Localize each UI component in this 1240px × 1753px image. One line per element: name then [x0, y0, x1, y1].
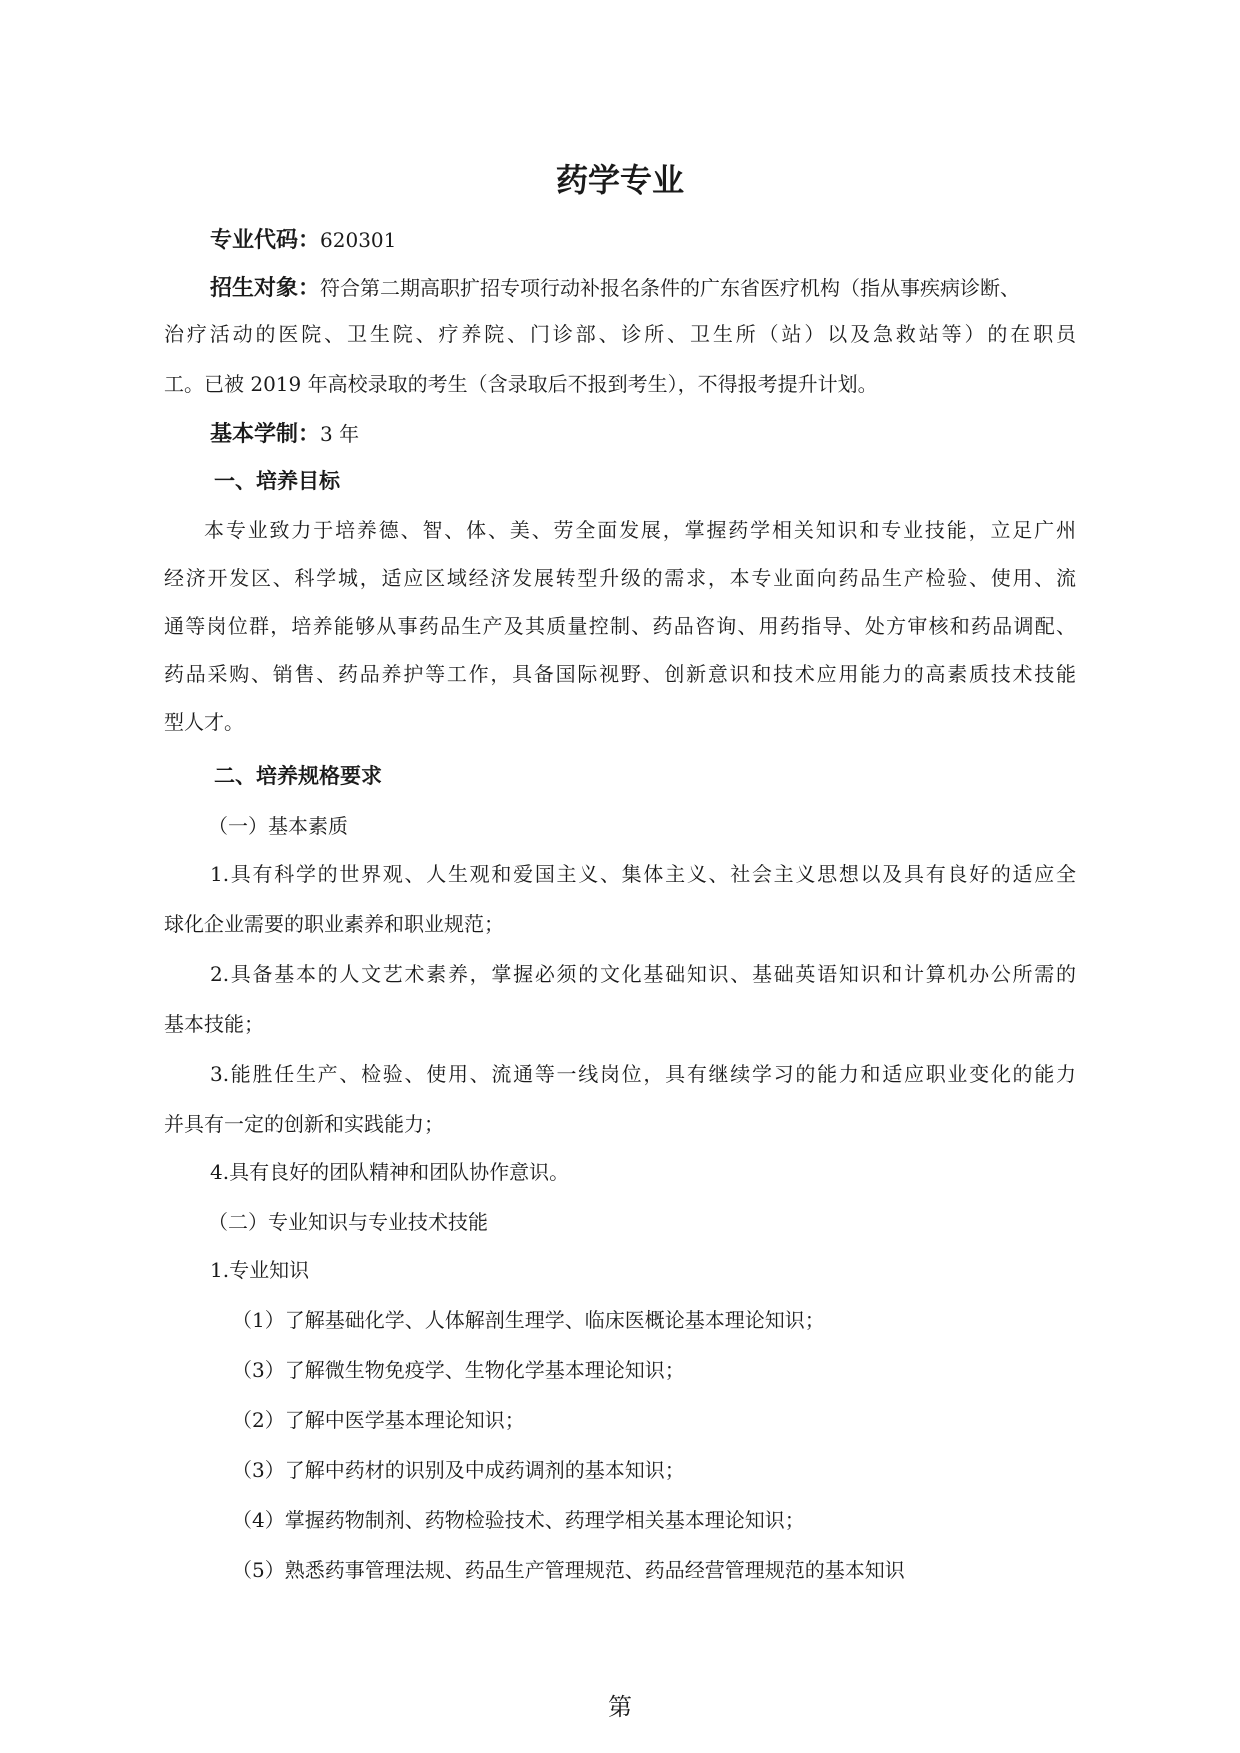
knowledge-item: （1）了解基础化学、人体解剖生理学、临床医概论基本理论知识；	[232, 1308, 825, 1332]
major-code-value: 620301	[320, 228, 397, 252]
quality-2-line-1: 2.具备基本的人文艺术素养，掌握必须的文化基础知识、基础英语知识和计算机办公所需的	[210, 962, 1076, 986]
section-heading-requirements: 二、培养规格要求	[214, 763, 382, 788]
knowledge-item: （3）了解微生物免疫学、生物化学基本理论知识；	[232, 1358, 685, 1382]
goal-line-1: 本专业致力于培养德、智、体、美、劳全面发展，掌握药学相关知识和专业技能，立足广州	[204, 518, 1076, 542]
quality-3-line-2: 并具有一定的创新和实践能力；	[164, 1112, 444, 1136]
knowledge-item: （4）掌握药物制剂、药物检验技术、药理学相关基本理论知识；	[232, 1508, 805, 1532]
section-heading-goals: 一、培养目标	[214, 468, 340, 493]
goal-line-5: 型人才。	[164, 710, 244, 734]
enrollment-label: 招生对象：	[210, 275, 321, 301]
knowledge-title: 1.专业知识	[210, 1258, 310, 1282]
enrollment-line-3: 工。已被 2019 年高校录取的考生（含录取后不报到考生），不得报考提升计划。	[164, 372, 878, 396]
major-code-label: 专业代码：	[210, 227, 321, 253]
enrollment-text-1: 符合第二期高职扩招专项行动补报名条件的广东省医疗机构（指从事疾病诊断、	[320, 276, 1021, 300]
knowledge-item: （2）了解中医学基本理论知识；	[232, 1408, 525, 1432]
quality-3-line-1: 3.能胜任生产、检验、使用、流通等一线岗位，具有继续学习的能力和适应职业变化的能力	[210, 1062, 1076, 1086]
goal-line-4: 药品采购、销售、药品养护等工作，具备国际视野、创新意识和技术应用能力的高素质技术技能	[164, 662, 1076, 686]
quality-1-line-2: 球化企业需要的职业素养和职业规范；	[164, 912, 504, 936]
quality-1-line-1: 1.具有科学的世界观、人生观和爱国主义、集体主义、社会主义思想以及具有良好的适应全	[210, 862, 1076, 886]
goal-line-3: 通等岗位群，培养能够从事药品生产及其质量控制、药品咨询、用药指导、处方审核和药品调配、	[164, 614, 1076, 638]
goal-line-2: 经济开发区、科学城，适应区域经济发展转型升级的需求，本专业面向药品生产检验、使用、流	[164, 566, 1076, 590]
enrollment-line-2: 治疗活动的医院、卫生院、疗养院、门诊部、诊所、卫生所（站）以及急救站等）的在职员	[164, 322, 1076, 346]
page-title: 药学专业	[555, 161, 684, 199]
subsection-basic-quality: （一）基本素质	[208, 814, 348, 838]
duration-value: 3 年	[320, 422, 360, 446]
knowledge-item: （5）熟悉药事管理法规、药品生产管理规范、药品经营管理规范的基本知识	[232, 1558, 905, 1582]
quality-2-line-2: 基本技能；	[164, 1012, 264, 1036]
major-code	[210, 226, 396, 254]
knowledge-item: （3）了解中药材的识别及中成药调剂的基本知识；	[232, 1458, 685, 1482]
duration-label: 基本学制：	[210, 421, 321, 447]
enrollment-line-1	[210, 274, 1020, 302]
duration	[210, 420, 359, 448]
subsection-professional: （二）专业知识与专业技术技能	[208, 1210, 488, 1234]
quality-4: 4.具有良好的团队精神和团队协作意识。	[210, 1160, 570, 1184]
page-footer: 第	[608, 1693, 632, 1721]
